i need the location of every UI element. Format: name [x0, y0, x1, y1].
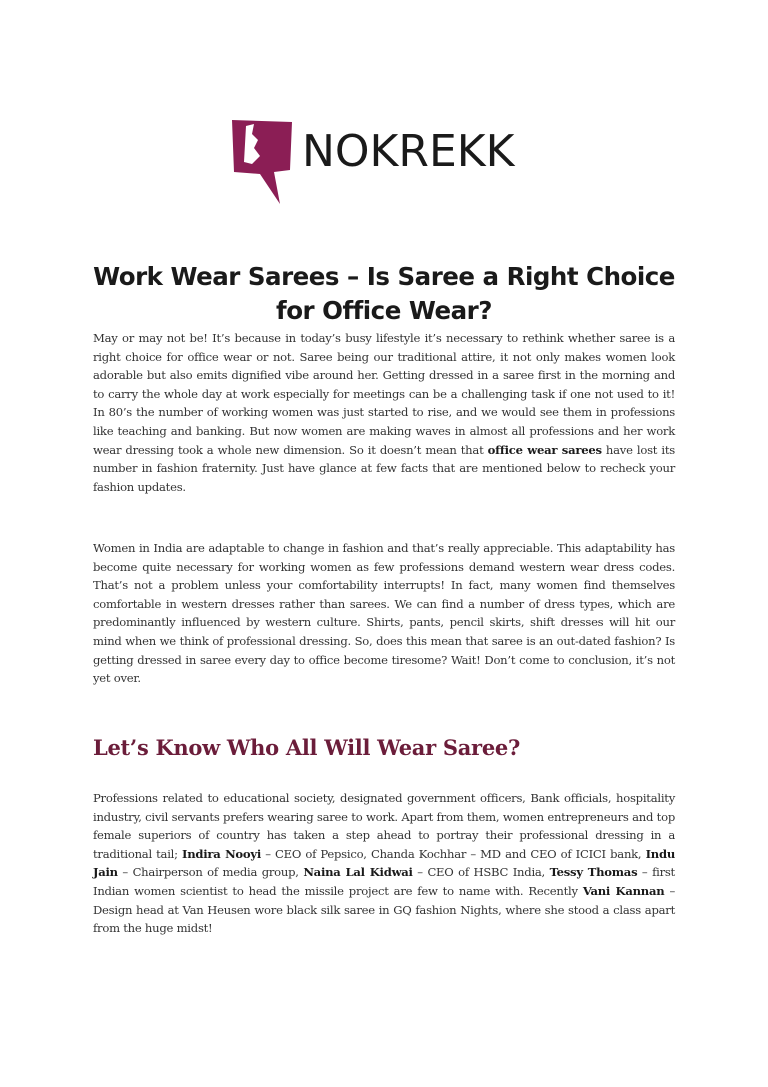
prof-text-4: – CEO of HSBC India,	[412, 865, 550, 880]
prof-text-2: – CEO of Pepsico, Chanda Kochhar – MD and CEO of ICICI bank,	[261, 846, 646, 861]
intro-paragraph	[93, 329, 675, 496]
prof-text-6: – Design head at Van Heusen wore black silk saree in GQ fashion Nights, where she stood a class apart from the huge midst!	[93, 883, 675, 936]
name-indira-nooyi: Indira Nooyi	[182, 846, 262, 861]
brand-logo[interactable]	[230, 112, 550, 212]
name-naina-lal-kidwai: Naina Lal Kidwai	[303, 865, 413, 880]
logo-text: NOKREKK	[302, 126, 515, 177]
nokrekk-logo-icon	[230, 112, 550, 212]
page-title: Work Wear Sarees – Is Saree a Right Choice for Office Wear?	[93, 262, 675, 326]
intro-text-2: have lost its number in fashion fraternity. Just have glance at few facts that are mentioned below to recheck your fashion updates.	[93, 442, 675, 494]
adaptability-paragraph: Women in India are adaptable to change in fashion and that’s really appreciable. This adaptability has become quite necessary for working women as few professions demand western wear dress codes. That’s not a problem unless your comfortability interrupts! In fact, many women find themselves comfortable in western dresses rather than sarees. We can find a number of dress types, which are predominantly influenced by western culture. Shirts, pants, pencil skirts, shift dresses will hit our mind when we think of professional dressing. So, does this mean that saree is an out-dated fashion? Is getting dressed in saree every day to office become tiresome? Wait! Don’t come to conclusion, it’s not yet over.	[93, 541, 675, 686]
section-heading: Let’s Know Who All Will Wear Saree?	[93, 735, 520, 760]
prof-text-5: – first Indian women scientist to head the missile project are few to name with. Recently	[93, 865, 675, 898]
name-vani-kannan: Vani Kannan	[582, 883, 665, 898]
name-indu-jain: Indu Jain	[93, 846, 675, 880]
office-wear-sarees-link-text: office wear sarees	[487, 442, 602, 457]
professions-paragraph	[93, 789, 675, 938]
prof-text-1: Professions related to educational society, designated government officers, Bank officials, hospitality industry, civil servants prefers wearing saree to work. Apart from them, women entrepreneurs and top female superiors of country has taken a step ahead to portray their professional dressing in a traditional tail;	[93, 791, 675, 861]
intro-text-1: May or may not be! It’s because in today’s busy lifestyle it’s necessary to rethink whether saree is a right choice for office wear or not. Saree being our traditional attire, it not only makes women look adorable but also emits dignified vibe around her. Getting dressed in a saree first in the morning and to carry the whole day at work especially for meetings can be a challenging task if one not used to it! In 80’s the number of working women was just started to rise, and we would see them in professions like teaching and banking. But now women are making waves in almost all professions and her work wear dressing took a whole new dimension. So it doesn’t mean that	[93, 331, 675, 457]
prof-text-3: – Chairperson of media group,	[117, 865, 304, 880]
name-tessy-thomas: Tessy Thomas	[549, 865, 638, 880]
